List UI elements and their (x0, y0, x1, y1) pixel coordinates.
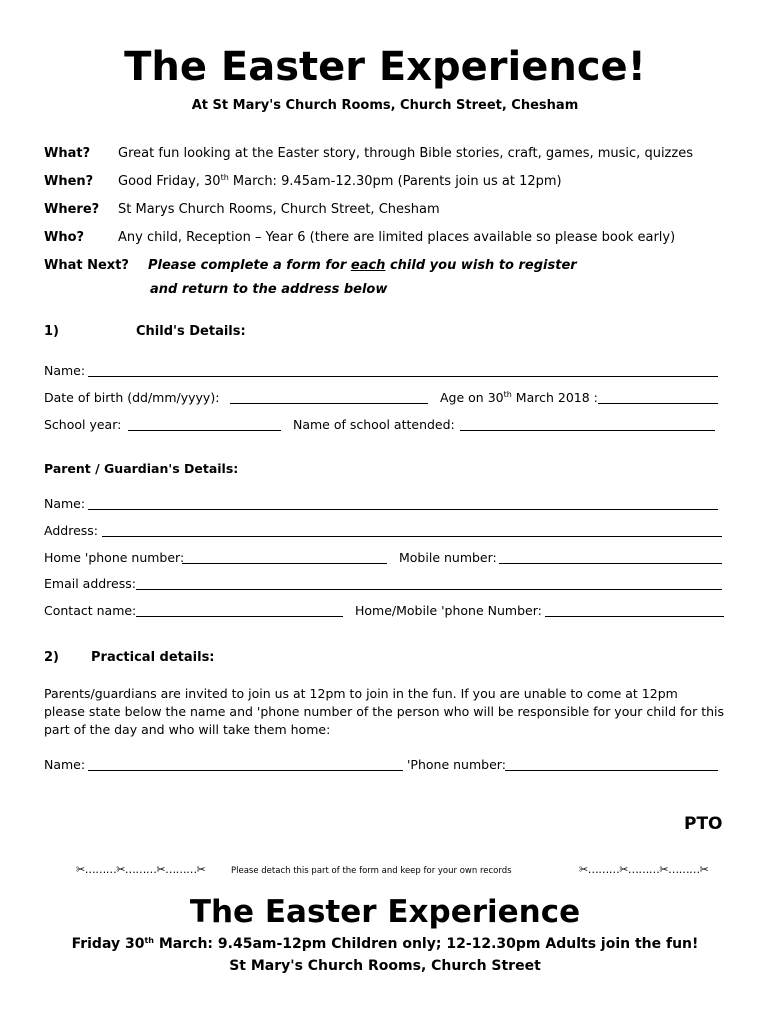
email-label: Email address: (44, 576, 136, 591)
contact-name-field[interactable] (136, 616, 343, 617)
age-field[interactable] (598, 403, 718, 404)
practical-para-line1: Parents/guardians are invited to join us at 12pm to join in the fun. If you are unable to come at 12pm (44, 686, 678, 701)
who-text: Any child, Reception – Year 6 (there are limited places available so please book early) (118, 230, 676, 245)
school-year-label: School year: (44, 417, 122, 432)
mobile-label: Mobile number: (399, 550, 497, 565)
practical-para-line2: please state below the name and 'phone number of the person who will be responsible for your child for this (44, 704, 724, 719)
section2-number: 2) (44, 650, 59, 665)
pto-label: PTO (684, 814, 723, 834)
scissors-right-icon: ✂………✂………✂………✂ (579, 863, 709, 876)
when-label: When? (44, 174, 94, 189)
responsible-name-label: Name: (44, 757, 86, 772)
what-next-label: What Next? (44, 258, 129, 273)
age-label: Age on 30th March 2018 : (440, 390, 598, 405)
guardian-name-label: Name: (44, 496, 86, 511)
where-text: St Marys Church Rooms, Church Street, Chesham (118, 202, 440, 217)
child-name-label: Name: (44, 363, 86, 378)
home-phone-label: Home 'phone number: (44, 550, 185, 565)
school-name-label: Name of school attended: (293, 417, 455, 432)
school-year-field[interactable] (128, 430, 281, 431)
contact-phone-field[interactable] (545, 616, 724, 617)
contact-phone-label: Home/Mobile 'phone Number: (355, 603, 542, 618)
guardian-heading: Parent / Guardian's Details: (44, 461, 239, 476)
what-label: What? (44, 146, 91, 161)
mobile-field[interactable] (499, 563, 722, 564)
guardian-name-field[interactable] (88, 509, 718, 510)
footer-line1: Friday 30th March: 9.45am-12pm Children only; 12-12.30pm Adults join the fun! (71, 936, 699, 952)
who-label: Who? (44, 230, 85, 245)
address-label: Address: (44, 523, 98, 538)
location-subtitle: At St Mary's Church Rooms, Church Street, Chesham (191, 98, 579, 113)
contact-name-label: Contact name: (44, 603, 137, 618)
school-name-field[interactable] (460, 430, 715, 431)
section2-heading: Practical details: (91, 650, 215, 665)
what-next-line1: Please complete a form for each child you wish to register (148, 258, 577, 273)
footer-line2: St Mary's Church Rooms, Church Street (229, 958, 541, 974)
responsible-phone-label: 'Phone number: (407, 757, 506, 772)
address-field[interactable] (102, 536, 722, 537)
home-phone-field[interactable] (182, 563, 387, 564)
responsible-name-field[interactable] (88, 770, 403, 771)
where-label: Where? (44, 202, 100, 217)
practical-para-line3: part of the day and who will take them home: (44, 722, 331, 737)
dob-label: Date of birth (dd/mm/yyyy): (44, 390, 220, 405)
responsible-phone-field[interactable] (505, 770, 718, 771)
footer-title: The Easter Experience (189, 894, 581, 930)
what-next-line2: and return to the address below (150, 282, 388, 297)
dob-field[interactable] (230, 403, 428, 404)
when-text: Good Friday, 30th March: 9.45am-12.30pm (Parents join us at 12pm) (118, 173, 562, 189)
child-name-field[interactable] (88, 376, 718, 377)
what-text: Great fun looking at the Easter story, through Bible stories, craft, games, music, quizzes (118, 146, 693, 161)
scissors-left-icon: ✂………✂………✂………✂ (76, 863, 206, 876)
section1-number: 1) (44, 324, 59, 339)
detach-instruction: Please detach this part of the form and keep for your own records (231, 866, 512, 876)
page-title: The Easter Experience! (124, 44, 646, 90)
email-field[interactable] (136, 589, 722, 590)
section1-heading: Child's Details: (136, 324, 246, 339)
